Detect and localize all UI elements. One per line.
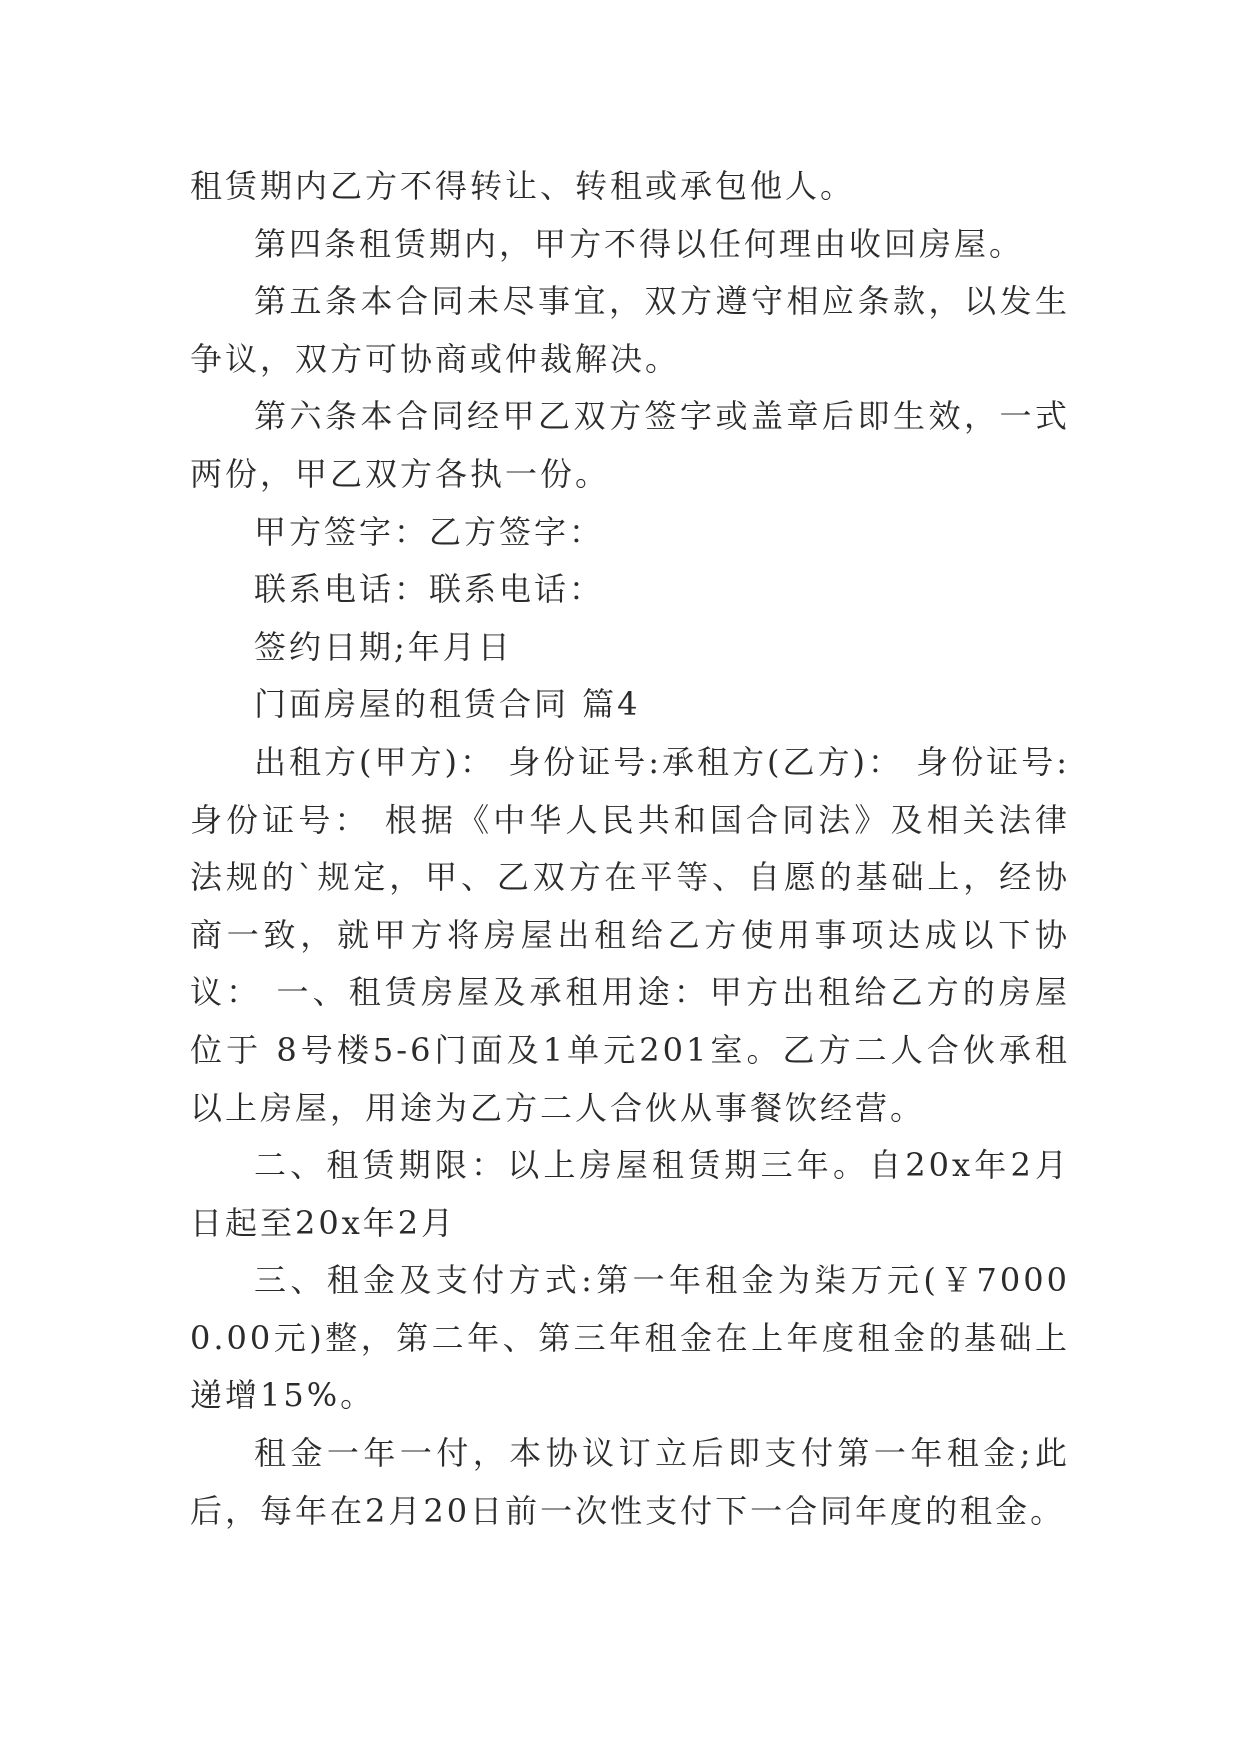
paragraph-article-6: 第六条本合同经甲乙双方签字或盖章后即生效，一式两份，甲乙双方各执一份。 [190, 397, 1070, 493]
signing-date-line: 签约日期;年月日 [254, 627, 513, 666]
paragraph-rent-payment: 租金一年一付，本协议订立后即支付第一年租金;此后，每年在2月20日前一次性支付下一合同年度的租金。 [190, 1434, 1070, 1530]
paragraph-parties-and-premises: 出租方(甲方)： 身份证号:承租方(乙方)： 身份证号:身份证号： 根据《中华人民共和国合同法》及相关法律法规的`规定，甲、乙双方在平等、自愿的基础上，经协商一致，就甲方将房屋出租给乙方使用事项达成以下协议： 一、租赁房屋及承租用途：甲方出租给乙方的房屋位于 8号楼5-6门面及1单元201室。乙方二人合伙承租以上房屋，用途为乙方二人合伙从事餐饮经营。 [190, 742, 1070, 1127]
paragraph-sublease-prohibition: 租赁期内乙方不得转让、转租或承包他人。 [190, 167, 856, 205]
signature-line: 甲方签字：乙方签字： [254, 512, 605, 551]
section-heading: 门面房屋的租赁合同 篇4 [254, 685, 641, 724]
paragraph-article-4: 第四条租赁期内，甲方不得以任何理由收回房屋。 [254, 224, 1025, 263]
document-body [190, 158, 1070, 1540]
contact-phone-line: 联系电话：联系电话： [254, 570, 605, 609]
paragraph-lease-term: 二、租赁期限：以上房屋租赁期三年。自20x年2月日起至20x年2月 [190, 1146, 1070, 1242]
paragraph-rent-amount: 三、租金及支付方式:第一年租金为柒万元(￥70000.00元)整，第二年、第三年租金在上年度租金的基础上递增15%。 [190, 1261, 1070, 1415]
paragraph-article-5: 第五条本合同未尽事宜，双方遵守相应条款，以发生争议，双方可协商或仲裁解决。 [190, 282, 1070, 378]
